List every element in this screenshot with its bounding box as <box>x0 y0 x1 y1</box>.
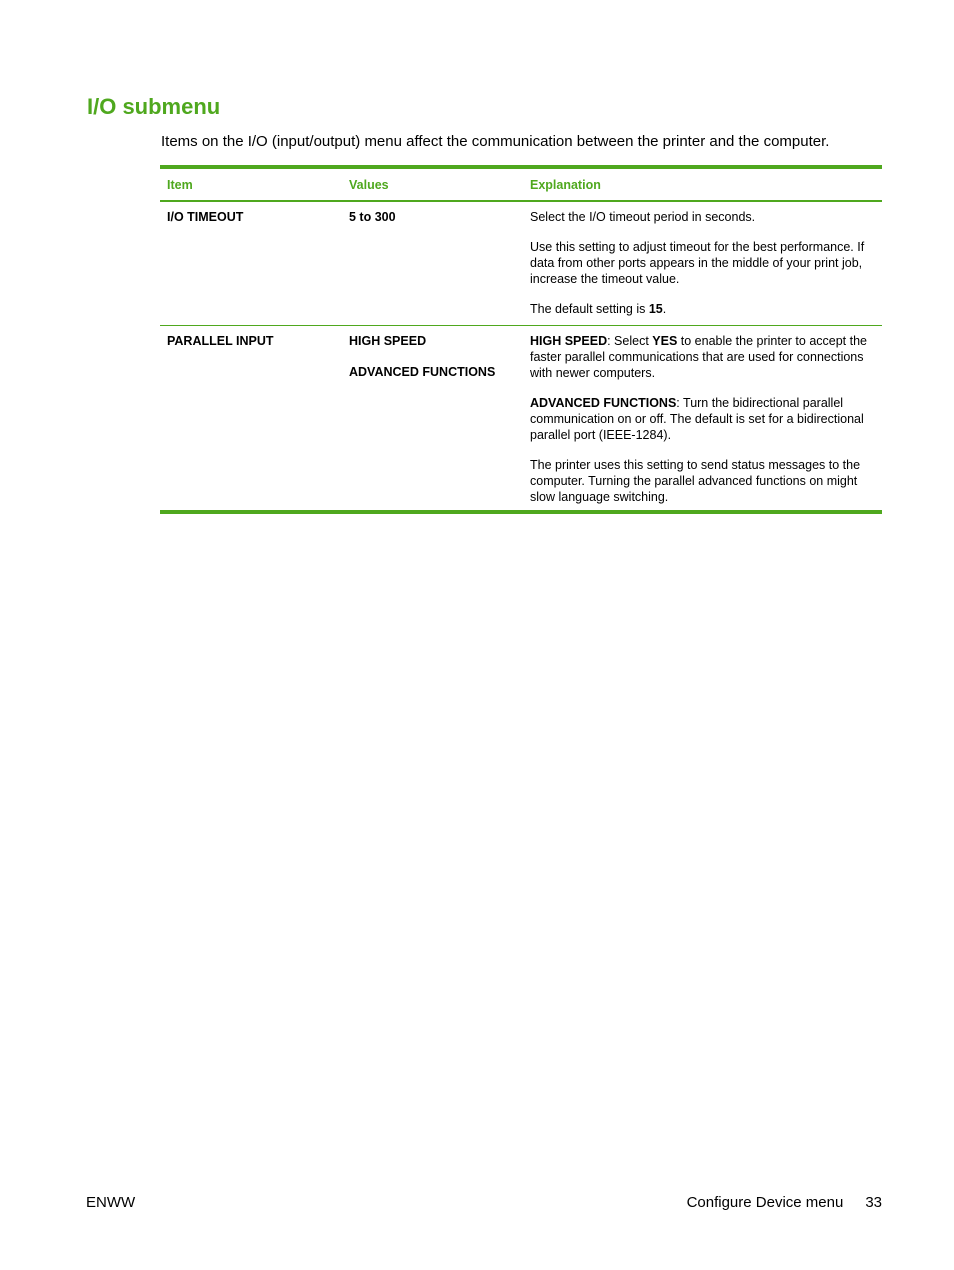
table-header <box>160 169 882 202</box>
header-values: Values <box>349 177 389 192</box>
row-value: ADVANCED FUNCTIONS <box>349 365 496 379</box>
row-values <box>342 202 523 325</box>
page-number: 33 <box>865 1194 882 1211</box>
row-item: PARALLEL INPUT <box>167 334 274 348</box>
table-row <box>160 325 882 510</box>
explanation-paragraph: ADVANCED FUNCTIONS: Turn the bidirectional parallel communication on or off. The default is set for a bidirectional parallel port (IEEE-1284). <box>530 396 864 442</box>
row-value: 5 to 300 <box>349 210 396 224</box>
table-row <box>160 202 882 325</box>
row-values <box>342 326 523 510</box>
header-item: Item <box>167 177 193 192</box>
intro-paragraph: Items on the I/O (input/output) menu affect the communication between the printer and the computer. <box>161 133 830 150</box>
footer-right <box>687 1193 882 1213</box>
row-explanation <box>523 326 882 510</box>
row-item: I/O TIMEOUT <box>167 210 244 224</box>
explanation-paragraph: The default setting is 15. <box>530 302 667 316</box>
explanation-paragraph: Select the I/O timeout period in seconds. <box>530 210 756 224</box>
row-value: HIGH SPEED <box>349 334 427 348</box>
page-title: I/O submenu <box>87 94 221 119</box>
explanation-paragraph: Use this setting to adjust timeout for the best performance. If data from other ports appears in the middle of your print job, increase the timeout value. <box>530 240 865 286</box>
footer-left: ENWW <box>86 1194 136 1211</box>
row-explanation <box>523 202 882 325</box>
explanation-paragraph: HIGH SPEED: Select YES to enable the printer to accept the faster parallel communications that are used for connections with newer computers. <box>530 334 868 380</box>
header-explanation: Explanation <box>530 177 601 192</box>
footer-section: Configure Device menu <box>686 1194 844 1211</box>
io-submenu-table <box>160 165 882 514</box>
explanation-paragraph: The printer uses this setting to send status messages to the computer. Turning the parallel advanced functions on might slow language switching. <box>530 458 861 504</box>
